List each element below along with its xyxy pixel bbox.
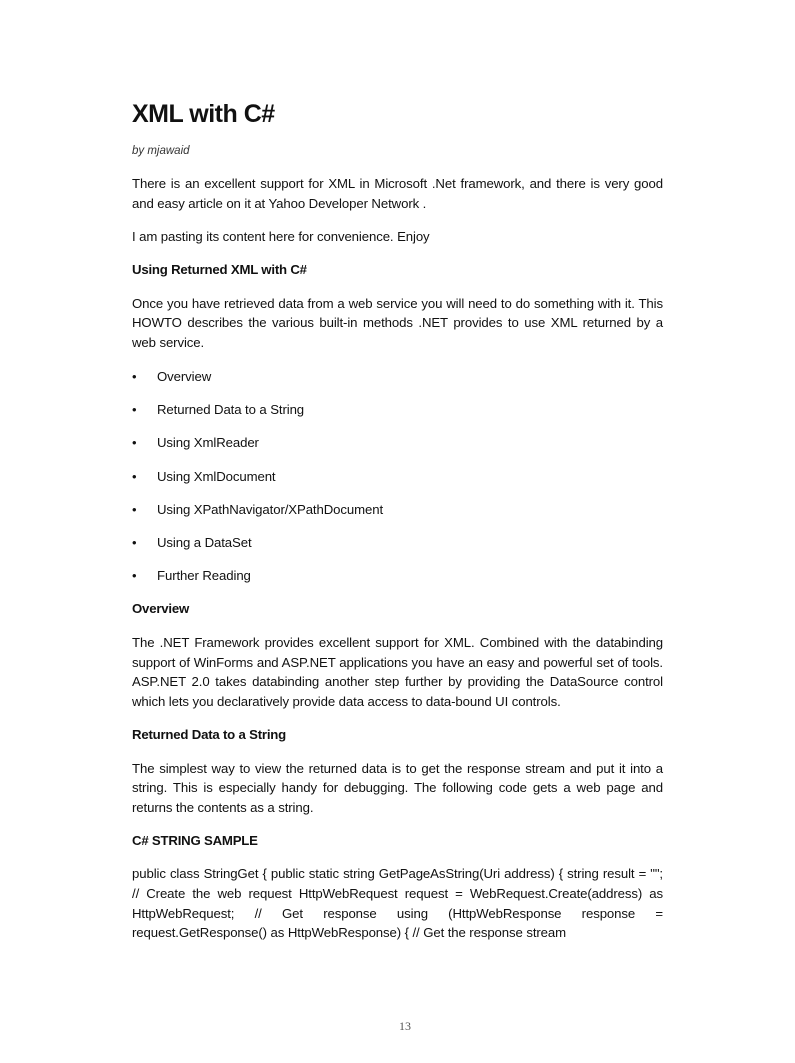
document-title: XML with C# <box>132 100 275 128</box>
list-item <box>132 533 663 553</box>
list-item <box>132 433 663 453</box>
bullet-icon: • <box>132 468 137 484</box>
section-paragraph-overview: The .NET Framework provides excellent support for XML. Combined with the databinding support of WinForms and ASP.NET applications you have an easy and powerful set of tools. ASP.NET 2.0 takes databinding another step further by providing the DataSource control which lets you declaratively provide data access to data-bound UI controls. <box>132 635 663 709</box>
page-number: 13 <box>399 1019 411 1033</box>
section-paragraph-using-returned-xml: Once you have retrieved data from a web service you will need to do something with it. This HOWTO describes the various built-in methods .NET provides to use XML returned by a web service. <box>132 295 663 351</box>
list-item <box>132 566 663 586</box>
section-heading-overview: Overview <box>132 601 190 617</box>
section-heading-code-sample: C# STRING SAMPLE <box>132 832 258 848</box>
author-byline: by mjawaid <box>132 145 190 157</box>
code-sample-text: public class StringGet { public static string GetPageAsString(Uri address) { string result = ""; // Create the web request HttpWebRequest request = WebRequest.Create(address) as HttpWebRequest; // Get response using (HttpWebResponse response = request.GetResponse() as HttpWebResponse) { // Get the response stream <box>132 866 663 941</box>
list-item <box>132 367 663 387</box>
list-item-label: Using XmlReader <box>157 435 259 451</box>
list-item-label: Using XmlDocument <box>157 468 276 484</box>
intro-paragraph: There is an excellent support for XML in Microsoft .Net framework, and there is very good and easy article on it at Yahoo Developer Network . <box>132 176 663 211</box>
bullet-icon: • <box>132 401 137 417</box>
bullet-icon: • <box>132 568 137 584</box>
section-paragraph-returned-data: The simplest way to view the returned data is to get the response stream and put it into a string. This is especially handy for debugging. The following code gets a web page and returns the contents as a string. <box>132 760 663 815</box>
list-item-label: Further Reading <box>157 568 251 584</box>
bullet-icon: • <box>132 535 137 551</box>
list-item <box>132 500 663 520</box>
table-of-contents-list <box>132 367 663 586</box>
list-item <box>132 467 663 487</box>
list-item-label: Overview <box>157 368 212 384</box>
pasting-note: I am pasting its content here for convenience. Enjoy <box>132 229 430 245</box>
bullet-icon: • <box>132 368 137 384</box>
bullet-icon: • <box>132 435 137 451</box>
list-item <box>132 400 663 420</box>
document-page <box>132 98 663 943</box>
list-item-label: Returned Data to a String <box>157 401 305 417</box>
bullet-icon: • <box>132 501 137 517</box>
section-heading-returned-data: Returned Data to a String <box>132 726 286 742</box>
list-item-label: Using a DataSet <box>157 535 252 551</box>
section-heading-using-returned-xml: Using Returned XML with C# <box>132 262 307 278</box>
list-item-label: Using XPathNavigator/XPathDocument <box>157 501 384 517</box>
